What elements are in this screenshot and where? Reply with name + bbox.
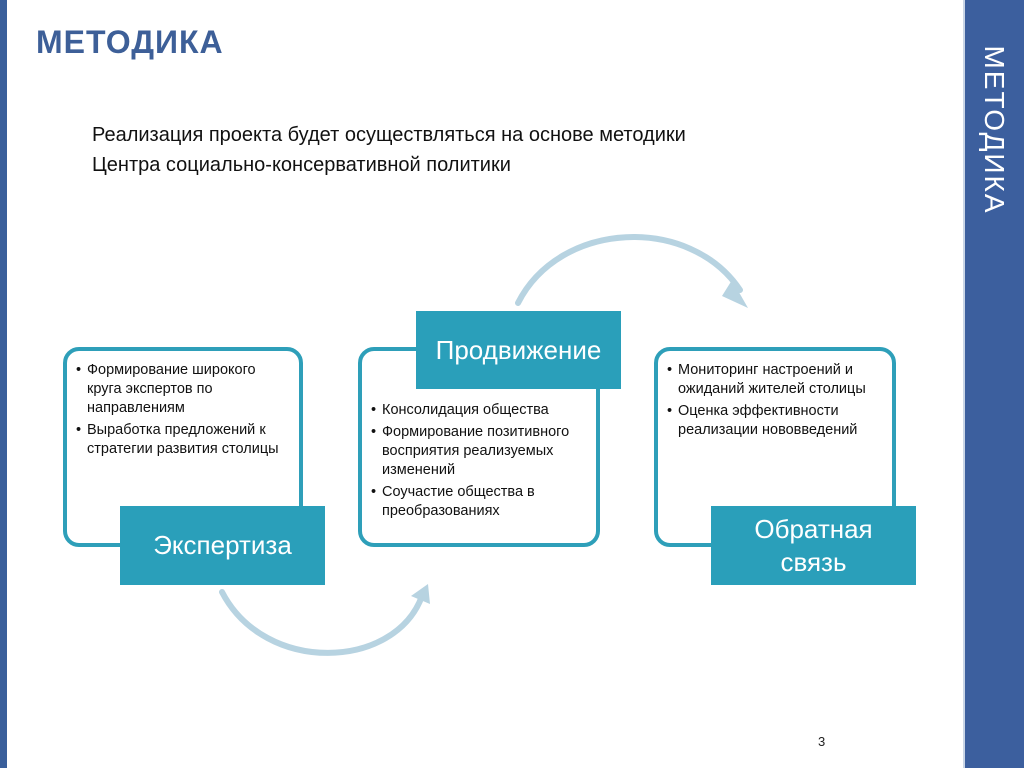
subtitle-line-1: Реализация проекта будет осуществляться на основе методики (92, 124, 686, 146)
list-item: • Соучастие общества в преобразованиях (371, 483, 584, 521)
list-item: • Выработка предложений к стратегии развития столицы (76, 421, 287, 459)
list-item: • Мониторинг настроений и ожиданий жителей столицы (667, 361, 880, 399)
arrow-top (518, 237, 740, 303)
page-number: 3 (818, 734, 826, 749)
stage-label: Экспертиза (153, 530, 292, 560)
stage-header-feedback (711, 506, 916, 585)
arrow-bottom (222, 592, 422, 653)
subtitle-line-2: Центра социально-консервативной политики (92, 154, 511, 176)
list-item: • Оценка эффективности реализации нововведений (667, 402, 880, 440)
stage-list-promotion (371, 401, 584, 521)
stage-label: Продвижение (435, 334, 602, 365)
list-item: • Формирование широкого круга экспертов по направлениям (76, 361, 287, 418)
stage-list-feedback (667, 361, 880, 440)
stage-header-expertise (120, 506, 325, 585)
list-item: • Формирование позитивного восприятия реализуемых изменений (371, 423, 584, 480)
stage-label: Обратная связь (754, 513, 873, 577)
page-title: МЕТОДИКА (36, 24, 224, 60)
stage-header-promotion (416, 311, 621, 389)
list-item: • Консолидация общества (371, 401, 584, 420)
side-title: МЕТОДИКА (979, 45, 1010, 215)
stage-list-expertise (76, 361, 287, 459)
